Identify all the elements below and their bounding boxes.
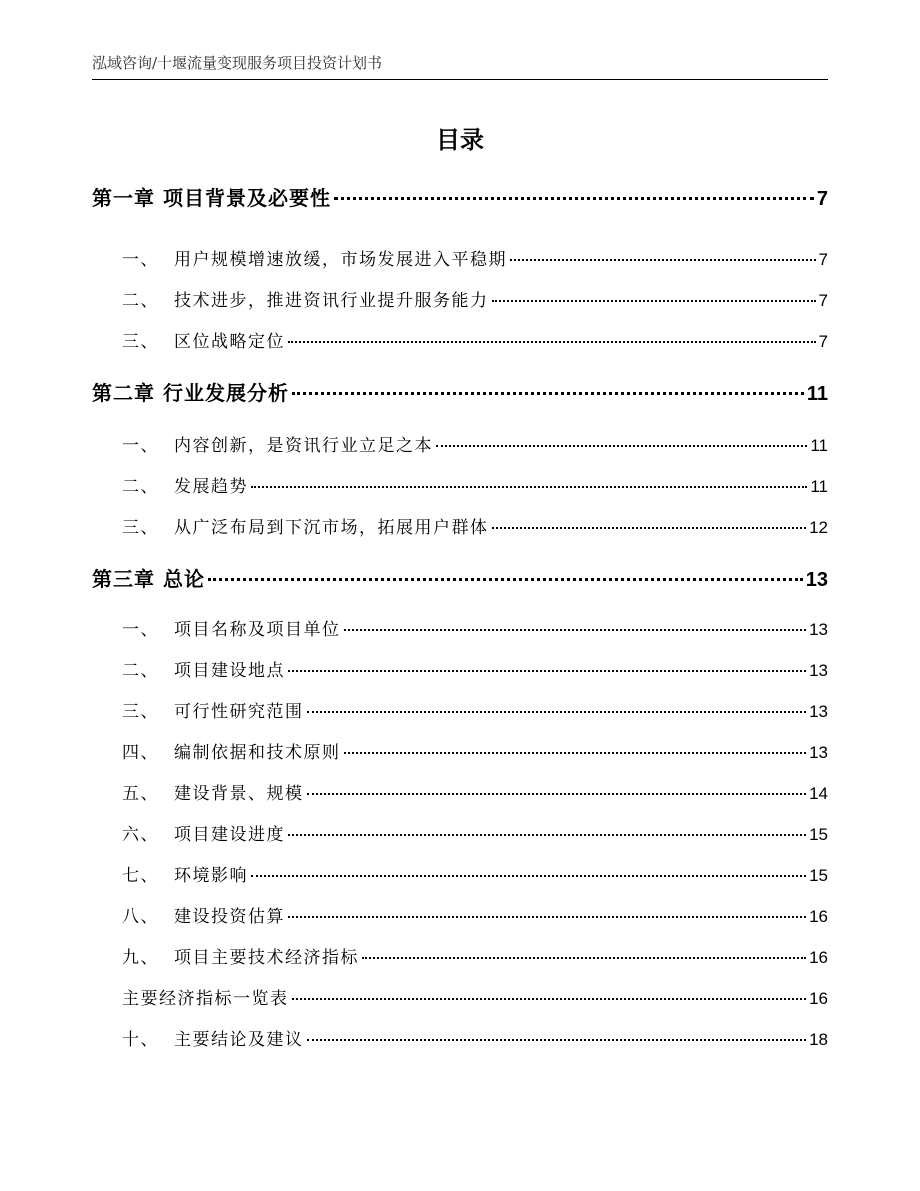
toc-dot-leader (436, 445, 807, 447)
toc-page-number: 13 (805, 569, 828, 591)
toc-page-number: 13 (809, 702, 828, 721)
toc-page-number: 16 (809, 948, 828, 967)
toc-entry-text: 第二章 行业发展分析 (92, 381, 289, 405)
toc-section-entry[interactable] (92, 656, 828, 681)
toc-entry-number: 三、 (122, 518, 159, 538)
toc-entry-number: 三、 (122, 332, 159, 352)
toc-entry-number: 十、 (122, 1030, 159, 1050)
toc-entry-label (92, 182, 331, 211)
toc-section-entry[interactable] (92, 472, 828, 497)
toc-dot-leader (307, 1039, 807, 1041)
toc-page-number: 18 (809, 1030, 828, 1049)
toc-entry-number: 一、 (122, 436, 159, 456)
toc-entry-text: 项目建设地点 (174, 661, 285, 681)
toc-chapter-entry[interactable] (92, 563, 828, 592)
toc-entry-number: 四、 (122, 743, 159, 763)
toc-dot-leader (510, 259, 816, 261)
toc-entry-text: 项目主要技术经济指标 (174, 948, 359, 968)
toc-entry-text: 技术进步，推进资讯行业提升服务能力 (174, 291, 489, 311)
toc-page-number: 13 (809, 620, 828, 639)
toc-entry-label (122, 779, 304, 804)
toc-page-number: 14 (809, 784, 828, 803)
toc-entry-number: 六、 (122, 825, 159, 845)
toc-entry-label (122, 820, 285, 845)
toc-entry-text: 可行性研究范围 (174, 702, 304, 722)
toc-page-number: 7 (818, 291, 828, 310)
toc-entry-label (122, 697, 304, 722)
toc-entry-number: 一、 (122, 250, 159, 270)
toc-chapter-entry[interactable] (92, 182, 828, 211)
toc-section-entry[interactable] (92, 327, 828, 352)
toc-entry-label (122, 656, 285, 681)
toc-entry-label (122, 513, 489, 538)
toc-entry-number: 七、 (122, 866, 159, 886)
toc-entry-text: 主要经济指标一览表 (122, 989, 289, 1009)
header-rule (92, 79, 828, 80)
toc-entry-label (122, 984, 289, 1009)
toc-entry-text: 内容创新，是资讯行业立足之本 (174, 436, 433, 456)
toc-entry-text: 第三章 总论 (92, 567, 205, 591)
toc-entry-text: 建设背景、规模 (174, 784, 304, 804)
toc-entry-text: 主要结论及建议 (174, 1030, 304, 1050)
toc-entry-number: 二、 (122, 291, 159, 311)
toc-entry-text: 从广泛布局到下沉市场，拓展用户群体 (174, 518, 489, 538)
toc-entry-label (122, 902, 285, 927)
toc-entry-text: 发展趋势 (174, 477, 248, 497)
toc-section-entry[interactable] (92, 431, 828, 456)
toc-entry-label (92, 377, 289, 406)
toc-dot-leader (208, 578, 803, 581)
toc-page-number: 15 (809, 825, 828, 844)
toc-entry-label (122, 286, 489, 311)
toc-page-number: 15 (809, 866, 828, 885)
toc-entry-number: 一、 (122, 620, 159, 640)
toc-page-number: 13 (809, 661, 828, 680)
toc-entry-number: 二、 (122, 661, 159, 681)
toc-entry-text: 编制依据和技术原则 (174, 743, 341, 763)
toc-section-entry[interactable] (92, 286, 828, 311)
toc-entry-text: 用户规模增速放缓，市场发展进入平稳期 (174, 250, 507, 270)
toc-dot-leader (251, 486, 807, 488)
toc-entry-text: 环境影响 (174, 866, 248, 886)
toc-section-entry[interactable] (92, 902, 828, 927)
toc-entry-label (122, 327, 285, 352)
toc-section-entry[interactable] (92, 738, 828, 763)
toc-section-entry[interactable] (92, 984, 828, 1009)
running-header: 泓域咨询/十堰流量变现服务项目投资计划书 (92, 54, 383, 72)
toc-entry-number: 九、 (122, 948, 159, 968)
toc-page-number: 11 (810, 477, 828, 496)
toc-entry-label (122, 245, 507, 270)
toc-entry-number: 五、 (122, 784, 159, 804)
toc-section-entry[interactable] (92, 513, 828, 538)
toc-page-number: 7 (818, 250, 828, 269)
toc-dot-leader (288, 670, 806, 672)
toc-chapter-entry[interactable] (92, 377, 828, 406)
toc-dot-leader (288, 916, 806, 918)
toc-dot-leader (362, 957, 806, 959)
toc-page-number: 16 (809, 907, 828, 926)
toc-page-number: 13 (809, 743, 828, 762)
toc-section-entry[interactable] (92, 861, 828, 886)
toc-section-entry[interactable] (92, 245, 828, 270)
toc-dot-leader (344, 752, 807, 754)
toc-dot-leader (492, 527, 807, 529)
toc-dot-leader (307, 793, 807, 795)
toc-section-entry[interactable] (92, 1025, 828, 1050)
toc-entry-number: 八、 (122, 907, 159, 927)
toc-entry-text: 区位战略定位 (174, 332, 285, 352)
toc-entry-label (122, 472, 248, 497)
toc-page-number: 7 (818, 332, 828, 351)
toc-entry-text: 项目名称及项目单位 (174, 620, 341, 640)
toc-section-entry[interactable] (92, 615, 828, 640)
toc-entry-number: 二、 (122, 477, 159, 497)
toc-page-number: 16 (809, 989, 828, 1008)
toc-entry-label (122, 738, 341, 763)
toc-dot-leader (334, 197, 814, 200)
toc-section-entry[interactable] (92, 779, 828, 804)
toc-entry-label (122, 431, 433, 456)
toc-dot-leader (307, 711, 807, 713)
toc-title: 目录 (436, 126, 484, 154)
toc-page-number: 7 (816, 188, 828, 210)
toc-entry-text: 第一章 项目背景及必要性 (92, 186, 331, 210)
toc-section-entry[interactable] (92, 697, 828, 722)
toc-page-number: 11 (810, 436, 828, 455)
toc-dot-leader (251, 875, 806, 877)
toc-entry-text: 建设投资估算 (174, 907, 285, 927)
toc-entry-label (122, 615, 341, 640)
toc-entry-text: 项目建设进度 (174, 825, 285, 845)
toc-page-number: 12 (809, 518, 828, 537)
toc-entry-label (122, 1025, 304, 1050)
toc-dot-leader (292, 392, 804, 395)
toc-dot-leader (288, 341, 816, 343)
toc-section-entry[interactable] (92, 820, 828, 845)
toc-page-number: 11 (806, 383, 828, 405)
toc-dot-leader (492, 300, 816, 302)
toc-entry-label (122, 943, 359, 968)
toc-dot-leader (292, 998, 807, 1000)
toc-entry-label (92, 563, 205, 592)
toc-section-entry[interactable] (92, 943, 828, 968)
toc-entry-number: 三、 (122, 702, 159, 722)
toc-dot-leader (288, 834, 806, 836)
toc-dot-leader (344, 629, 807, 631)
toc-entry-label (122, 861, 248, 886)
